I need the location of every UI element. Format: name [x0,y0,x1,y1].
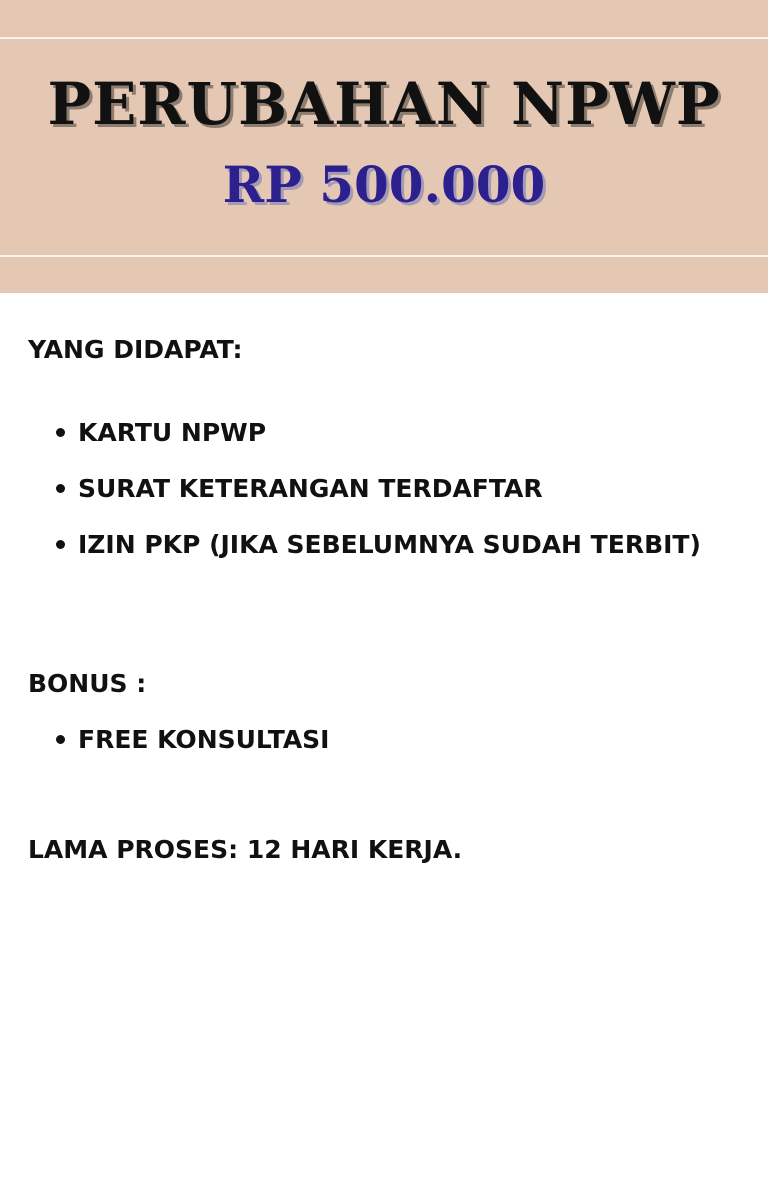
bonus-item [56,723,329,757]
bullet-icon [56,484,65,493]
bullet-icon [56,735,65,744]
benefit-item [56,416,266,450]
benefit-text: IZIN PKP (JIKA SEBELUMNYA SUDAH TERBIT) [78,530,701,559]
service-title: PERUBAHAN NPWP [47,70,721,138]
header-top-divider [0,37,768,39]
service-details [0,293,768,1199]
benefit-item [56,528,701,562]
header-banner [0,0,768,293]
bullet-icon [56,428,65,437]
benefit-text: SURAT KETERANGAN TERDAFTAR [78,474,543,503]
benefits-heading: YANG DIDAPAT: [28,335,243,364]
service-price: RP 500.000 [222,155,546,214]
bonus-text: FREE KONSULTASI [78,725,330,754]
header-bottom-divider [0,255,768,257]
benefit-text: KARTU NPWP [78,418,267,447]
bullet-icon [56,540,65,549]
benefit-item [56,472,543,506]
process-time: LAMA PROSES: 12 HARI KERJA. [28,835,463,864]
bonus-heading: BONUS : [28,669,147,698]
